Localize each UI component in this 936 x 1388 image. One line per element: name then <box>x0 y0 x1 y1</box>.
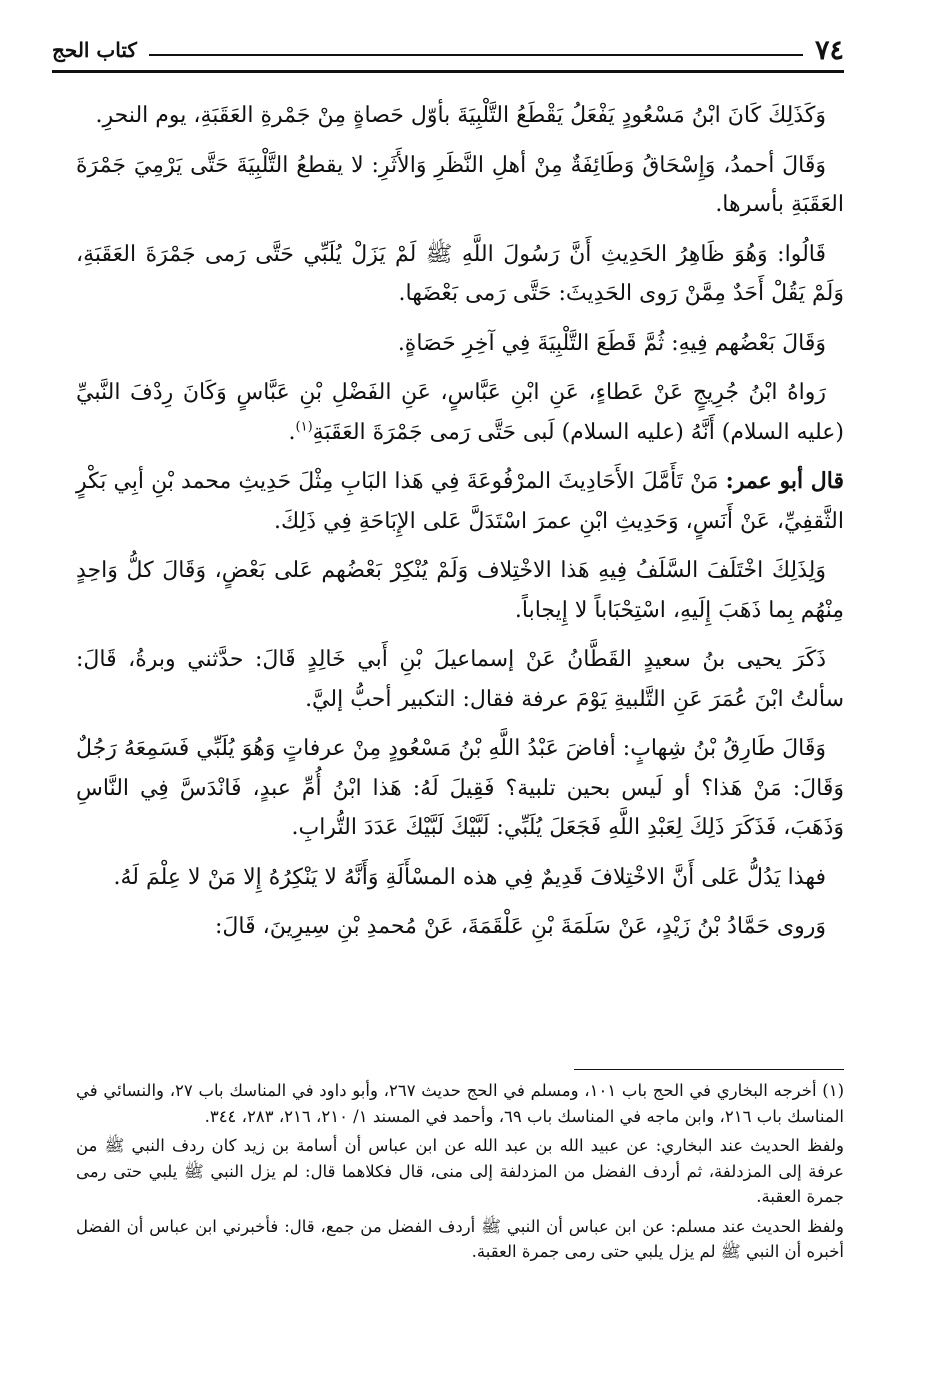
paragraph <box>76 462 844 541</box>
paragraph: قَالُوا: وَهُوَ ظَاهِرُ الحَدِيثِ أَنَّ رَسُولَ اللَّهِ ﷺ لَمْ يَزَلْ يُلَبِّي حَتَّى رَمى جَمْرَةَ العَقَبَةِ، وَلَمْ يَقُلْ أَحَدٌ مِمَّنْ رَوى الحَدِيثَ: حَتَّى رَمى بَعْضَها. <box>76 241 844 306</box>
paragraph-text: رَواهُ ابْنُ جُرِيجٍ عَنْ عَطاءٍ، عَنِ ابْنِ عَبَّاسٍ، عَنِ الفَضْلِ بْنِ عَبَّاسٍ وَكَانَ رِدْفَ النَّبيِّ (عليه السلام) أَنَّهُ (عليه السلام) لَبى حَتَّى رَمى جَمْرَةَ العَقَبَةِ <box>76 380 844 445</box>
paragraph: وَلِذَلِكَ اخْتَلَفَ السَّلَفُ فِيهِ هَذا الاخْتِلاف وَلَمْ يُنْكِرْ بَعْضُهم عَلى بَعْضٍ، وَقَالَ كلُّ وَاحِدٍ مِنْهُم بِما ذَهَبَ إِلَيهِ، اسْتِحْبَاباً لا إِيجاباً. <box>76 558 844 623</box>
paragraph: وَروى حَمَّادُ بْنُ زَيْدٍ، عَنْ سَلَمَةَ بْنِ عَلْقَمَةَ، عَنْ مُحمدِ بْنِ سِيرِينَ، قَالَ: <box>214 914 826 939</box>
paragraph: ذَكَرَ يحيى بنُ سعيدٍ القَطَّانُ عَنْ إسماعيلَ بْنِ أَبي خَالِدٍ قَالَ: حدَّثني وبرةُ، قَالَ: سألتُ ابْنَ عُمَرَ عَنِ التَّلبيةِ يَوْمَ عرفة فقال: التكبير أحبُّ إليَّ. <box>76 647 844 712</box>
paragraph: وَقَالَ طَارِقُ بْنُ شِهابٍ: أفاضَ عَبْدُ اللَّهِ بْنُ مَسْعُودٍ مِنْ عرفاتٍ وَهُوَ يُلَبِّي فَسَمِعَهُ رَجُلٌ وَقَالَ: مَنْ هَذا؟ أو لَيس بحين تلبية؟ فَقِيلَ لَهُ: هَذا ابْنُ أُمِّ عبدٍ، فَانْدَسَّ فِي النَّاسِ وَذَهَبَ، فَذَكَرَ ذَلِكَ لِعَبْدِ اللَّهِ فَجَعَلَ يُلَبِّي: لَبَّيْكَ لَبَّيْكَ عَدَدَ التُّرابِ. <box>76 736 844 840</box>
running-title: كتاب الحج <box>52 38 137 62</box>
footnotes <box>76 1078 844 1269</box>
page-header <box>52 30 844 70</box>
author-lead: قال أبو عمر: <box>725 468 844 494</box>
paragraph-end: . <box>288 419 296 445</box>
footnote: ولفظ الحديث عند البخاري: عن عبيد الله بن عبد الله عن ابن عباس أن أسامة بن زيد كان ردف النبي ﷺ من عرفة إلى المزدلفة، ثم أردف الفضل من المزدلفة إلى منى، قال فكلاهما قال: لم يزل النبي ﷺ يلبي حتى رمى جمرة العقبة. <box>76 1136 844 1206</box>
paragraph <box>76 373 844 452</box>
footnote: ولفظ الحديث عند مسلم: عن ابن عباس أن النبي ﷺ أردف الفضل من جمع، قال: فأخبرني ابن عباس أن الفضل أخبره أن النبي ﷺ لم يزل يلبي حتى رمى جمرة العقبة. <box>76 1216 844 1261</box>
page-number: ٧٤ <box>814 34 844 66</box>
paragraph-text: مَنْ تَأَمَّلَ الأَحَادِيثَ المرْفُوعَةَ فِي هَذا البَابِ مِثْلَ حَدِيثِ محمد بْنِ أبِي بَكْرٍ الثَّقفِيِّ، عَنْ أَنَسٍ، وَحَدِيثِ ابْنِ عمرَ اسْتَدَلَّ عَلى الإِبَاحَةِ فِي ذَلِكَ. <box>76 469 844 534</box>
header-rule <box>52 70 844 73</box>
paragraph: فهذا يَدُلُّ عَلى أَنَّ الاخْتِلافَ قَدِيمٌ فِي هذه المسْأَلَةِ وَأَنَّهُ لا يَنْكِرُهُ إِلا مَنْ لا عِلْمَ لَهُ. <box>113 864 826 890</box>
paragraph: وَقَالَ أحمدُ، وَإِسْحَاقُ وَطَائِفَةٌ مِنْ أهلِ النَّظَرِ وَالأَثَرِ: لا يقطعُ التَّلْبِيَةَ حَتَّى يَرْمِيَ جَمْرَةَ العَقَبَةِ بأسرها. <box>76 152 844 217</box>
paragraph: وَقَالَ بَعْضُهم فِيهِ: ثُمَّ قَطَعَ التَّلْبِيَةَ فِي آخِرِ حَصَاةٍ. <box>397 330 826 356</box>
footnote-separator <box>574 1069 844 1070</box>
paragraph: وَكَذَلِكَ كَانَ ابْنُ مَسْعُودٍ يَفْعَلُ يَقْطَعُ التَّلْبِيَةَ بأوّل حَصاةٍ مِنْ جَمْرةِ العَقَبَةِ، يوم النحرِ. <box>95 103 826 128</box>
header-line <box>149 54 803 56</box>
main-text <box>76 96 844 957</box>
footnote: (١) أخرجه البخاري في الحج باب ١٠١، ومسلم في الحج حديث ٢٦٧، وأبو داود في المناسك باب ٢٧، والنسائي في المناسك باب ٢١٦، وابن ماجه في المناسك باب ٦٩، وأحمد في المسند ١/ ٢١٠، ٢١٦، ٢٨٣، ٣٤٤. <box>76 1081 844 1126</box>
footnote-reference[interactable]: (١) <box>295 419 313 435</box>
